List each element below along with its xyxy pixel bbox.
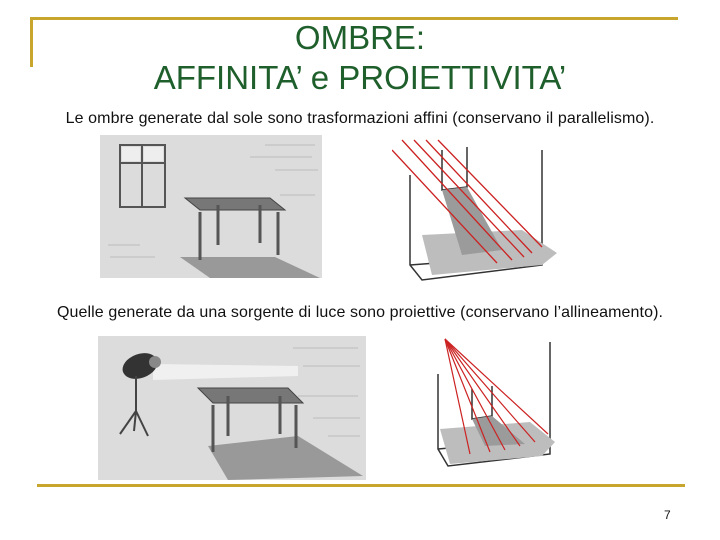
title-line-2: AFFINITA’ e PROIETTIVITA’ [153,59,567,96]
frame-bottom-rule [37,484,685,487]
caption-projective: Quelle generate da una sorgente di luce sono proiettive (conservano l’allineamento). [56,304,664,321]
title-line-1: OMBRE: [294,19,426,56]
frame-left-rule [30,17,33,67]
figure-lamp-shadow-room [430,334,560,474]
slide-title [40,18,680,98]
caption-affine: Le ombre generate dal sole sono trasformazioni affini (conservano il parallelismo). [65,110,655,127]
figure-lamp-shadow-table [98,336,366,480]
figure-sun-shadow-room [392,135,562,285]
figure-sun-shadow-table [100,135,322,278]
page-number: 7 [664,508,671,522]
